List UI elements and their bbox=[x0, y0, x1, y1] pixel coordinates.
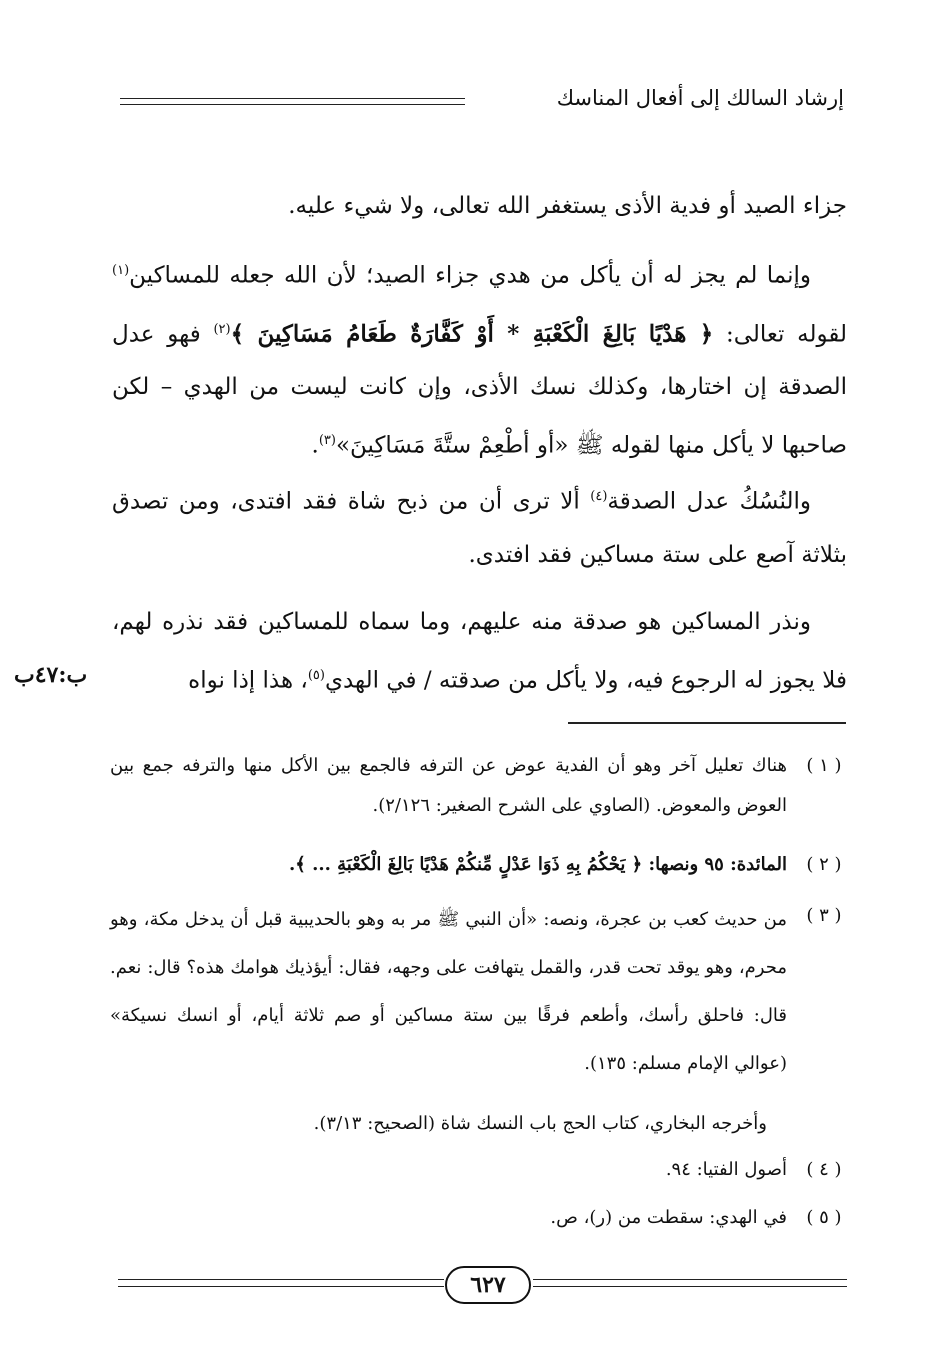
paragraph-3-text-a: والنُسُكُ عدل الصدقة bbox=[607, 488, 812, 515]
quran-verse: ﴿ هَدْيًا بَالِغَ الْكَعْبَةِ * أَوْ كَفَّارَةٌ طَعَامُ مَسَاكِينَ ﴾ bbox=[230, 320, 714, 348]
footnote-text: وأخرجه البخاري، كتاب الحج باب النسك شاة (الصحيح: ٣/١٣). bbox=[313, 1113, 767, 1134]
footnote-text: في الهدي: سقطت من (ر)، ص. bbox=[550, 1207, 787, 1228]
footnote-number: ( ٥ ) bbox=[806, 1207, 842, 1228]
footnote-2 bbox=[110, 845, 845, 885]
paragraph-2-text-a: وإنما لم يجز له أن يأكل من هدي جزاء الصيد؛ لأن الله جعله للمساكين bbox=[129, 262, 811, 289]
paragraph-1 bbox=[112, 180, 847, 233]
page-number: ٦٢٧ bbox=[445, 1266, 531, 1304]
bottom-rule-right-1 bbox=[533, 1279, 847, 1280]
bottom-rule-left-2 bbox=[118, 1286, 444, 1287]
paragraph-2-text-c: فهو عدل الصدقة إن اختارها، وكذلك نسك الأذى، وإن كانت ليست من الهدي – لكن صاحبها لا يأكل منها لقوله ﷺ «أو أطْعِمْ ستَّةَ مَسَاكِينَ» bbox=[112, 321, 847, 459]
footnote-3-continuation bbox=[110, 1104, 845, 1144]
paragraph-4 bbox=[112, 596, 847, 708]
header-rule-top bbox=[120, 98, 465, 99]
paragraph-2-end: . bbox=[311, 432, 319, 459]
footnote-text: هناك تعليل آخر وهو أن الفدية عوض عن الترفه فالجمع بين الأكل منها والترفه جمع بين العوض والمعوض. (الصاوي على الشرح الصغير: ٢/١٢٦). bbox=[110, 755, 787, 816]
paragraph-2 bbox=[112, 244, 847, 473]
footnote-ref-4[interactable]: (٤) bbox=[590, 489, 608, 504]
footnote-ref-1[interactable]: (١) bbox=[112, 263, 130, 278]
paragraph-2-text-b: لقوله تعالى: bbox=[713, 321, 847, 348]
manuscript-folio-note: ب:٤٧ب bbox=[14, 662, 88, 688]
paragraph-3 bbox=[112, 470, 847, 582]
footnote-number: ( ٤ ) bbox=[806, 1159, 842, 1180]
bottom-rule-left-1 bbox=[118, 1279, 444, 1280]
bottom-rule-right-2 bbox=[533, 1286, 847, 1287]
footnote-ref-2[interactable]: (٢) bbox=[213, 321, 231, 337]
paragraph-3-text-b: ألا ترى أن من ذبح شاة فقد افتدى، ومن تصدق بثلاثة آصع على ستة مساكين فقد افتدى. bbox=[112, 488, 847, 568]
running-header-title: إرشاد السالك إلى أفعال المناسك bbox=[556, 86, 844, 110]
footnote-ref-3[interactable]: (٣) bbox=[318, 433, 336, 449]
footnote-1 bbox=[110, 746, 845, 828]
header-rule-bottom bbox=[120, 104, 465, 105]
footnote-number: ( ٢ ) bbox=[806, 854, 842, 875]
footnote-text: من حديث كعب بن عجرة، ونصه: «أن النبي ﷺ مر به وهو بالحديبية قبل أن يدخل مكة، وهو محرم، وهو يوقد تحت قدر، والقمل يتهافت على وجهه، فقال: أيؤذيك هوامك هذه؟ قال: نعم. قال: فاحلق رأسك، وأطعم فرقًا بين ستة مساكين أو صم ثلاثة أيام، أو انسك نسيكة» (عوالي الإمام مسلم: ١٣٥). bbox=[110, 909, 787, 1074]
footnote-number: ( ١ ) bbox=[806, 755, 842, 776]
footnote-separator bbox=[568, 722, 846, 724]
paragraph-4-text-a: ونذر المساكين هو صدقة منه عليهم، وما سماه للمساكين فقد نذره لهم، فلا يجوز له الرجوع فيه، ولا يأكل من صدقته / في الهدي bbox=[112, 609, 847, 694]
footnote-5 bbox=[110, 1198, 845, 1238]
footnote-3 bbox=[110, 896, 845, 1086]
footnote-text: أصول الفتيا: ٩٤. bbox=[665, 1159, 787, 1180]
footnote-text: المائدة: ٩٥ ونصها: ﴿ يَحْكُمُ بِهِ ذَوَا عَدْلٍ مِّنكُمْ هَدْيًا بَالِغَ الْكَعْبَةِ ... ﴾. bbox=[289, 854, 787, 875]
footnote-4 bbox=[110, 1150, 845, 1190]
footnote-ref-5[interactable]: (٥) bbox=[307, 668, 325, 683]
paragraph-4-text-b: ، هذا إذا نواه bbox=[188, 667, 308, 694]
paragraph-1-text: جزاء الصيد أو فدية الأذى يستغفر الله تعالى، ولا شيء عليه. bbox=[288, 193, 847, 219]
footnote-number: ( ٣ ) bbox=[806, 905, 842, 926]
